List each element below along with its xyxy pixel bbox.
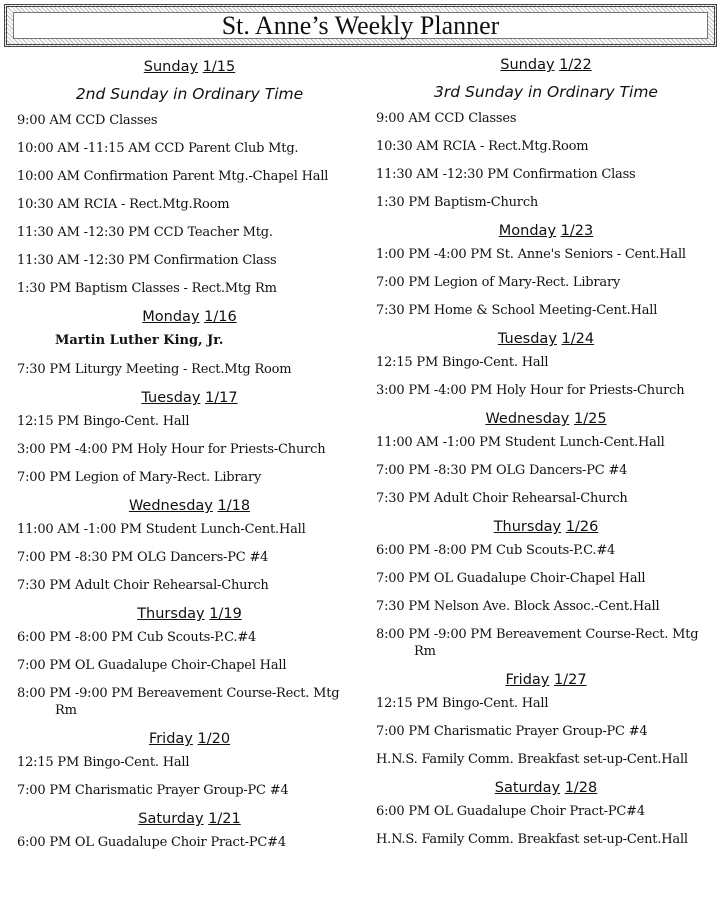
event-item: 9:00 AM CCD Classes bbox=[17, 113, 158, 128]
event-item: 6:00 PM OL Guadalupe Choir Pract-PC#4 bbox=[376, 804, 645, 819]
event-item: 1:00 PM -4:00 PM St. Anne's Seniors - Cent.Hall bbox=[376, 247, 686, 262]
event-item: 6:00 PM -8:00 PM Cub Scouts-P.C.#4 bbox=[17, 630, 257, 645]
holiday-title: Martin Luther King, Jr. bbox=[55, 333, 224, 348]
event-item: 11:30 AM -12:30 PM CCD Teacher Mtg. bbox=[17, 225, 273, 240]
event-item: 7:00 PM Charismatic Prayer Group-PC #4 bbox=[376, 724, 648, 739]
day-heading-sunday: Sunday 1/15 bbox=[143, 59, 236, 75]
day-heading-tuesday: Tuesday 1/24 bbox=[497, 331, 595, 347]
event-item: 7:00 PM OL Guadalupe Choir-Chapel Hall bbox=[17, 658, 287, 673]
event-item: 10:00 AM Confirmation Parent Mtg.-Chapel Hall bbox=[17, 169, 329, 184]
event-item: 3:00 PM -4:00 PM Holy Hour for Priests-Church bbox=[376, 383, 685, 398]
day-heading-sunday: Sunday 1/22 bbox=[500, 57, 592, 73]
event-item: 10:30 AM RCIA - Rect.Mtg.Room bbox=[17, 197, 230, 212]
event-item: 7:00 PM Legion of Mary-Rect. Library bbox=[17, 470, 262, 485]
day-heading-wednesday: Wednesday 1/25 bbox=[485, 411, 607, 427]
title-banner bbox=[4, 4, 717, 47]
event-item: 6:00 PM -8:00 PM Cub Scouts-P.C.#4 bbox=[376, 543, 616, 558]
day-heading-tuesday: Tuesday 1/17 bbox=[141, 390, 238, 406]
feast-title: 3rd Sunday in Ordinary Time bbox=[434, 83, 658, 101]
event-item: 7:00 PM OL Guadalupe Choir-Chapel Hall bbox=[376, 571, 646, 586]
feast-title: 2nd Sunday in Ordinary Time bbox=[75, 85, 304, 103]
event-item: 7:30 PM Adult Choir Rehearsal-Church bbox=[376, 491, 628, 506]
event-item: H.N.S. Family Comm. Breakfast set-up-Cent.Hall bbox=[376, 752, 688, 767]
day-heading-thursday: Thursday 1/19 bbox=[137, 606, 242, 622]
event-item: 11:00 AM -1:00 PM Student Lunch-Cent.Hall bbox=[376, 435, 665, 450]
event-item: 11:30 AM -12:30 PM Confirmation Class bbox=[376, 167, 636, 182]
day-heading-monday: Monday 1/23 bbox=[498, 223, 594, 239]
day-heading-saturday: Saturday 1/21 bbox=[138, 811, 241, 827]
event-item: 7:30 PM Adult Choir Rehearsal-Church bbox=[17, 578, 269, 593]
day-heading-friday: Friday 1/27 bbox=[505, 672, 587, 688]
event-item: 12:15 PM Bingo-Cent. Hall bbox=[376, 696, 549, 711]
event-item: 3:00 PM -4:00 PM Holy Hour for Priests-Church bbox=[17, 442, 326, 457]
right-column bbox=[376, 56, 716, 859]
event-item: 7:30 PM Home & School Meeting-Cent.Hall bbox=[376, 303, 658, 318]
day-heading-saturday: Saturday 1/28 bbox=[494, 780, 598, 796]
event-item: 12:15 PM Bingo-Cent. Hall bbox=[17, 414, 190, 429]
event-item: 10:00 AM -11:15 AM CCD Parent Club Mtg. bbox=[17, 141, 299, 156]
page-title: St. Anne’s Weekly Planner bbox=[13, 12, 708, 39]
event-item: 11:30 AM -12:30 PM Confirmation Class bbox=[17, 253, 277, 268]
event-item: 7:30 PM Liturgy Meeting - Rect.Mtg Room bbox=[17, 362, 292, 377]
event-item: 1:30 PM Baptism Classes - Rect.Mtg Rm bbox=[17, 281, 277, 296]
event-item: 8:00 PM -9:00 PM Bereavement Course-Rect. Mtg Rm bbox=[376, 627, 699, 659]
day-heading-monday: Monday 1/16 bbox=[142, 309, 237, 325]
day-heading-thursday: Thursday 1/26 bbox=[493, 519, 599, 535]
day-heading-friday: Friday 1/20 bbox=[148, 731, 231, 747]
event-item: 7:00 PM Legion of Mary-Rect. Library bbox=[376, 275, 621, 290]
event-item: 7:30 PM Nelson Ave. Block Assoc.-Cent.Hall bbox=[376, 599, 660, 614]
event-item: 8:00 PM -9:00 PM Bereavement Course-Rect. Mtg Rm bbox=[17, 686, 340, 718]
event-item: 1:30 PM Baptism-Church bbox=[376, 195, 539, 210]
event-item: 12:15 PM Bingo-Cent. Hall bbox=[376, 355, 549, 370]
event-item: 6:00 PM OL Guadalupe Choir Pract-PC#4 bbox=[17, 835, 286, 850]
day-heading-wednesday: Wednesday 1/18 bbox=[128, 498, 251, 514]
event-item: H.N.S. Family Comm. Breakfast set-up-Cent.Hall bbox=[376, 832, 688, 847]
event-item: 7:00 PM -8:30 PM OLG Dancers-PC #4 bbox=[17, 550, 269, 565]
event-item: 9:00 AM CCD Classes bbox=[376, 111, 517, 126]
event-item: 7:00 PM -8:30 PM OLG Dancers-PC #4 bbox=[376, 463, 628, 478]
event-item: 7:00 PM Charismatic Prayer Group-PC #4 bbox=[17, 783, 289, 798]
event-item: 11:00 AM -1:00 PM Student Lunch-Cent.Hall bbox=[17, 522, 306, 537]
left-column bbox=[17, 58, 362, 862]
event-item: 12:15 PM Bingo-Cent. Hall bbox=[17, 755, 190, 770]
event-item: 10:30 AM RCIA - Rect.Mtg.Room bbox=[376, 139, 589, 154]
